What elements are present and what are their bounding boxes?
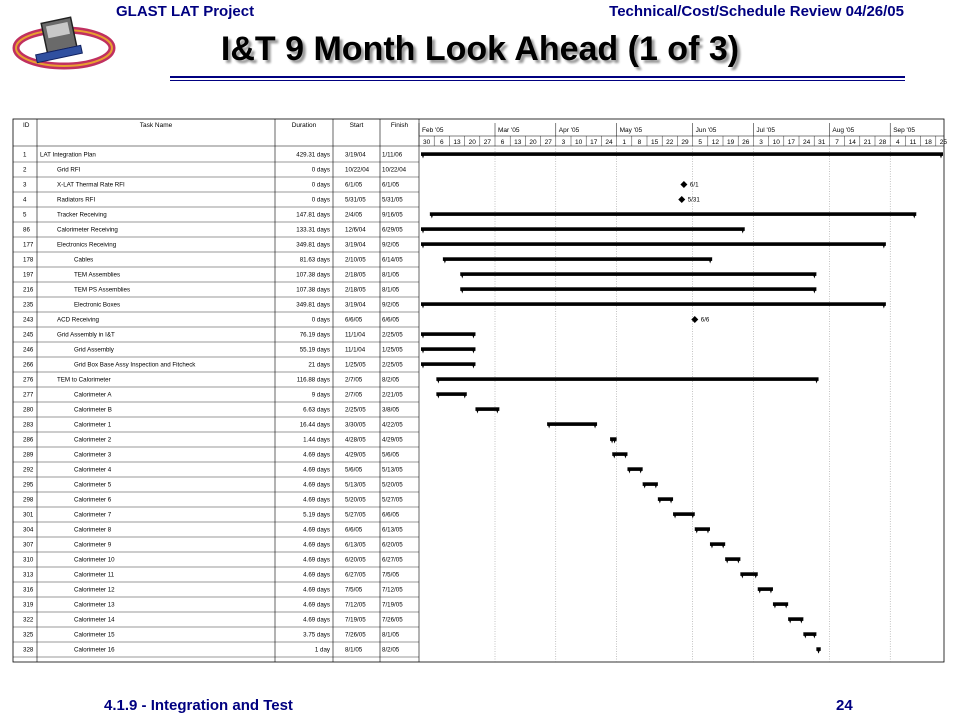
task-name: Radiators RFI (57, 196, 96, 204)
page-title: I&T 9 Month Look Ahead (1 of 3) (220, 30, 740, 68)
task-id: 246 (23, 346, 34, 354)
task-id: 307 (23, 541, 34, 549)
week-label: 27 (483, 139, 492, 146)
task-start: 7/26/05 (345, 631, 366, 639)
week-label: 22 (666, 139, 674, 146)
summary-bar (421, 362, 475, 366)
task-start: 2/18/05 (345, 286, 366, 294)
header-project: GLAST LAT Project (116, 3, 255, 20)
task-duration: 16.44 days (299, 421, 330, 429)
task-duration: 9 days (311, 391, 330, 399)
header-review: Technical/Cost/Schedule Review 04/26/05 (609, 3, 904, 20)
task-name: ACD Receiving (57, 316, 99, 324)
task-finish: 1/25/05 (382, 346, 403, 354)
task-start: 6/6/05 (345, 526, 363, 534)
week-label: 10 (574, 139, 583, 146)
task-name: Tracker Receiving (57, 211, 107, 219)
week-label: 24 (605, 139, 613, 146)
task-finish: 7/26/05 (382, 616, 403, 624)
task-duration: 349.81 days (296, 301, 330, 309)
task-id: 86 (23, 226, 30, 234)
task-duration: 4.69 days (303, 556, 330, 564)
month-label: Feb '05 (422, 127, 444, 134)
task-finish: 6/6/05 (382, 316, 400, 324)
task-finish: 8/1/05 (382, 286, 400, 294)
page-number: 24 (836, 697, 853, 714)
task-start: 11/1/04 (345, 331, 366, 339)
task-start: 4/29/05 (345, 451, 366, 459)
week-label: 13 (453, 139, 461, 146)
task-id: 277 (23, 391, 34, 399)
week-label: 31 (818, 139, 826, 146)
task-id: 310 (23, 556, 34, 564)
task-finish: 1/11/06 (382, 151, 403, 159)
task-duration: 4.69 days (303, 601, 330, 609)
task-id: 178 (23, 256, 34, 264)
week-label: 30 (422, 139, 431, 146)
task-duration: 116.88 days (296, 376, 330, 384)
task-id: 286 (23, 436, 34, 444)
summary-bar (421, 302, 886, 306)
task-start: 6/27/05 (345, 571, 366, 579)
summary-bar (430, 212, 916, 216)
task-duration: 133.31 days (296, 226, 330, 234)
task-start: 8/1/05 (345, 646, 363, 654)
task-finish: 6/13/05 (382, 526, 403, 534)
task-name: X-LAT Thermal Rate RFI (57, 181, 125, 189)
summary-bar (460, 287, 816, 291)
week-label: 12 (711, 139, 720, 146)
week-label: 3 (759, 139, 763, 146)
task-start: 2/10/05 (345, 256, 366, 264)
task-finish: 5/13/05 (382, 466, 403, 474)
task-id: 322 (23, 616, 34, 624)
task-start: 6/6/05 (345, 316, 363, 324)
task-start: 5/31/05 (345, 196, 366, 204)
week-label: 18 (924, 139, 932, 146)
task-name: LAT Integration Plan (40, 151, 96, 159)
task-id: 313 (23, 571, 34, 579)
week-label: 3 (561, 139, 566, 146)
week-label: 24 (802, 139, 811, 146)
task-start: 7/19/05 (345, 616, 366, 624)
task-finish: 6/6/05 (382, 511, 400, 519)
task-start: 3/19/04 (345, 301, 366, 309)
task-finish: 5/27/05 (382, 496, 403, 504)
task-finish: 3/8/05 (382, 406, 400, 414)
task-duration: 3.75 days (303, 631, 330, 639)
task-id: 177 (23, 241, 34, 249)
task-finish: 4/22/05 (382, 421, 403, 429)
task-id: 298 (23, 496, 34, 504)
month-label: Aug '05 (832, 127, 855, 134)
task-finish: 8/2/05 (382, 646, 400, 654)
task-start: 3/30/05 (345, 421, 366, 429)
milestone-label: 5/31 (687, 196, 700, 204)
task-start: 6/1/05 (345, 181, 363, 189)
week-label: 17 (590, 139, 598, 146)
task-duration: 0 days (311, 181, 330, 189)
task-start: 5/20/05 (345, 496, 366, 504)
task-id: 266 (23, 361, 34, 369)
task-name: TEM PS Assemblies (74, 286, 131, 294)
task-name: Grid Assembly (74, 346, 114, 354)
week-label: 29 (681, 139, 689, 146)
task-duration: 81.63 days (299, 256, 330, 264)
column-header-finish: Finish (390, 122, 409, 129)
week-label: 1 (622, 139, 627, 146)
task-finish: 7/19/05 (382, 601, 403, 609)
task-id: 197 (23, 271, 34, 279)
task-name: Grid RFI (57, 166, 81, 174)
task-start: 7/5/05 (345, 586, 363, 594)
task-name: TEM to Calorimeter (57, 376, 111, 384)
task-id: 289 (23, 451, 34, 459)
task-name: Calorimeter 10 (74, 556, 115, 564)
task-start: 2/25/05 (345, 406, 366, 414)
week-label: 4 (895, 139, 900, 146)
task-start: 6/20/05 (345, 556, 366, 564)
task-id: 235 (23, 301, 34, 309)
task-id: 280 (23, 406, 34, 414)
milestone-label: 6/1 (689, 181, 699, 189)
task-finish: 8/1/05 (382, 271, 400, 279)
task-start: 4/28/05 (345, 436, 366, 444)
task-id: 301 (23, 511, 34, 519)
task-duration: 0 days (311, 196, 330, 204)
task-name: Calorimeter 5 (74, 481, 112, 489)
task-name: Calorimeter B (74, 406, 112, 414)
week-label: 6 (500, 139, 505, 146)
week-label: 14 (848, 139, 856, 146)
task-start: 2/4/05 (345, 211, 363, 219)
task-duration: 6.63 days (303, 406, 330, 414)
week-label: 20 (468, 139, 476, 146)
task-duration: 0 days (311, 316, 330, 324)
task-name: Calorimeter 15 (74, 631, 115, 639)
task-name: Calorimeter 4 (74, 466, 112, 474)
task-finish: 2/25/05 (382, 331, 403, 339)
task-duration: 5.19 days (303, 511, 330, 519)
week-label: 19 (726, 139, 735, 146)
task-start: 5/6/05 (345, 466, 363, 474)
task-finish: 9/2/05 (382, 301, 400, 309)
table-frame (13, 119, 944, 662)
task-finish: 8/2/05 (382, 376, 400, 384)
week-label: 28 (878, 139, 887, 146)
task-duration: 1.44 days (303, 436, 330, 444)
task-name: Calorimeter 8 (74, 526, 112, 534)
task-id: 283 (23, 421, 34, 429)
task-name: Calorimeter 9 (74, 541, 112, 549)
summary-bar (460, 272, 816, 276)
task-id: 245 (23, 331, 34, 339)
week-label: 27 (544, 139, 552, 146)
task-start: 5/27/05 (345, 511, 366, 519)
month-label: Jul '05 (756, 127, 775, 134)
task-name: Calorimeter 6 (74, 496, 112, 504)
task-duration: 4.69 days (303, 586, 330, 594)
task-id: 276 (23, 376, 34, 384)
month-label: May '05 (619, 127, 643, 134)
summary-bar (421, 152, 943, 156)
task-start: 1/25/05 (345, 361, 366, 369)
task-duration: 4.69 days (303, 466, 330, 474)
task-finish: 7/12/05 (382, 586, 403, 594)
task-start: 6/13/05 (345, 541, 366, 549)
week-label: 11 (909, 139, 917, 146)
task-name: Calorimeter 13 (74, 601, 115, 609)
task-id: 4 (23, 196, 27, 204)
summary-bar (421, 347, 475, 351)
month-label: Sep '05 (893, 127, 916, 134)
column-header-start: Start (349, 122, 364, 129)
task-finish: 6/27/05 (382, 556, 403, 564)
task-duration: 107.38 days (296, 286, 330, 294)
task-name: Calorimeter 11 (74, 571, 115, 579)
task-start: 11/1/04 (345, 346, 366, 354)
task-duration: 55.19 days (299, 346, 330, 354)
task-name: Cables (74, 256, 94, 264)
column-header-id: ID (23, 122, 30, 129)
footer-section: 4.1.9 - Integration and Test (104, 697, 293, 714)
task-finish: 2/21/05 (382, 391, 403, 399)
task-name: Calorimeter A (74, 391, 112, 399)
task-id: 1 (23, 151, 27, 159)
task-duration: 76.19 days (299, 331, 330, 339)
task-finish: 6/14/05 (382, 256, 403, 264)
task-duration: 4.69 days (303, 571, 330, 579)
task-duration: 4.69 days (303, 526, 330, 534)
task-id: 325 (23, 631, 34, 639)
task-finish: 10/22/04 (382, 166, 407, 174)
summary-bar (421, 332, 475, 336)
task-name: Calorimeter 14 (74, 616, 115, 624)
week-label: 13 (514, 139, 522, 146)
task-duration: 349.81 days (296, 241, 330, 249)
task-duration: 147.81 days (296, 211, 330, 219)
task-finish: 9/2/05 (382, 241, 400, 249)
task-finish: 5/20/05 (382, 481, 403, 489)
task-duration: 21 days (308, 361, 330, 369)
task-name: Grid Assembly in I&T (57, 331, 115, 339)
week-label: 25 (939, 139, 948, 146)
month-label: Jun '05 (695, 127, 717, 134)
task-finish: 6/1/05 (382, 181, 400, 189)
task-duration: 429.31 days (296, 151, 330, 159)
column-header-name: Task Name (139, 122, 173, 129)
task-name: Calorimeter 12 (74, 586, 115, 594)
task-name: Electronic Boxes (74, 301, 121, 309)
task-name: TEM Assemblies (74, 271, 121, 279)
week-label: 21 (863, 139, 872, 146)
task-duration: 107.38 days (296, 271, 330, 279)
task-id: 319 (23, 601, 34, 609)
task-id: 216 (23, 286, 34, 294)
task-duration: 4.69 days (303, 616, 330, 624)
task-name: Calorimeter Receiving (57, 226, 118, 234)
month-label: Apr '05 (558, 127, 580, 134)
week-label: 5 (698, 139, 703, 146)
task-id: 2 (23, 166, 27, 174)
task-start: 2/7/05 (345, 391, 363, 399)
task-finish: 9/16/05 (382, 211, 403, 219)
task-duration: 4.69 days (303, 451, 330, 459)
task-name: Calorimeter 1 (74, 421, 112, 429)
summary-bar (436, 392, 466, 396)
milestone-label: 6/6 (700, 316, 710, 324)
week-label: 10 (772, 139, 780, 146)
week-label: 8 (637, 139, 642, 146)
task-start: 2/18/05 (345, 271, 366, 279)
task-duration: 4.69 days (303, 496, 330, 504)
task-duration: 4.69 days (303, 481, 330, 489)
task-id: 328 (23, 646, 34, 654)
summary-bar (421, 227, 745, 231)
task-finish: 6/20/05 (382, 541, 403, 549)
task-start: 3/19/04 (345, 151, 366, 159)
task-start: 5/13/05 (345, 481, 366, 489)
task-id: 316 (23, 586, 34, 594)
task-start: 7/12/05 (345, 601, 366, 609)
task-name: Grid Box Base Assy Inspection and Fitcheck (74, 361, 196, 369)
task-finish: 7/5/05 (382, 571, 400, 579)
task-finish: 5/6/05 (382, 451, 400, 459)
task-name: Calorimeter 2 (74, 436, 112, 444)
task-finish: 8/1/05 (382, 631, 400, 639)
week-label: 6 (439, 139, 444, 146)
summary-bar (443, 257, 712, 261)
task-start: 10/22/04 (345, 166, 370, 174)
task-finish: 4/29/05 (382, 436, 403, 444)
task-id: 304 (23, 526, 34, 534)
task-id: 5 (23, 211, 27, 219)
task-duration: 4.69 days (303, 541, 330, 549)
task-id: 295 (23, 481, 34, 489)
week-label: 17 (787, 139, 796, 146)
summary-bar (436, 377, 818, 381)
task-duration: 1 day (314, 646, 330, 654)
task-name: Electronics Receiving (57, 241, 117, 249)
task-finish: 6/29/05 (382, 226, 403, 234)
task-id: 292 (23, 466, 34, 474)
week-label: 7 (835, 139, 839, 146)
task-duration: 0 days (311, 166, 330, 174)
week-label: 15 (650, 139, 659, 146)
task-name: Calorimeter 3 (74, 451, 112, 459)
week-label: 26 (742, 139, 750, 146)
week-label: 20 (529, 139, 537, 146)
task-name: Calorimeter 7 (74, 511, 112, 519)
task-id: 3 (23, 181, 27, 189)
month-label: Mar '05 (498, 127, 520, 134)
task-name: Calorimeter 16 (74, 646, 115, 654)
task-finish: 5/31/05 (382, 196, 403, 204)
column-header-duration: Duration (291, 122, 317, 129)
summary-bar (421, 242, 886, 246)
task-start: 2/7/05 (345, 376, 363, 384)
task-start: 12/6/04 (345, 226, 366, 234)
summary-bar (547, 422, 597, 426)
task-finish: 2/25/05 (382, 361, 403, 369)
task-start: 3/19/04 (345, 241, 366, 249)
task-id: 243 (23, 316, 34, 324)
